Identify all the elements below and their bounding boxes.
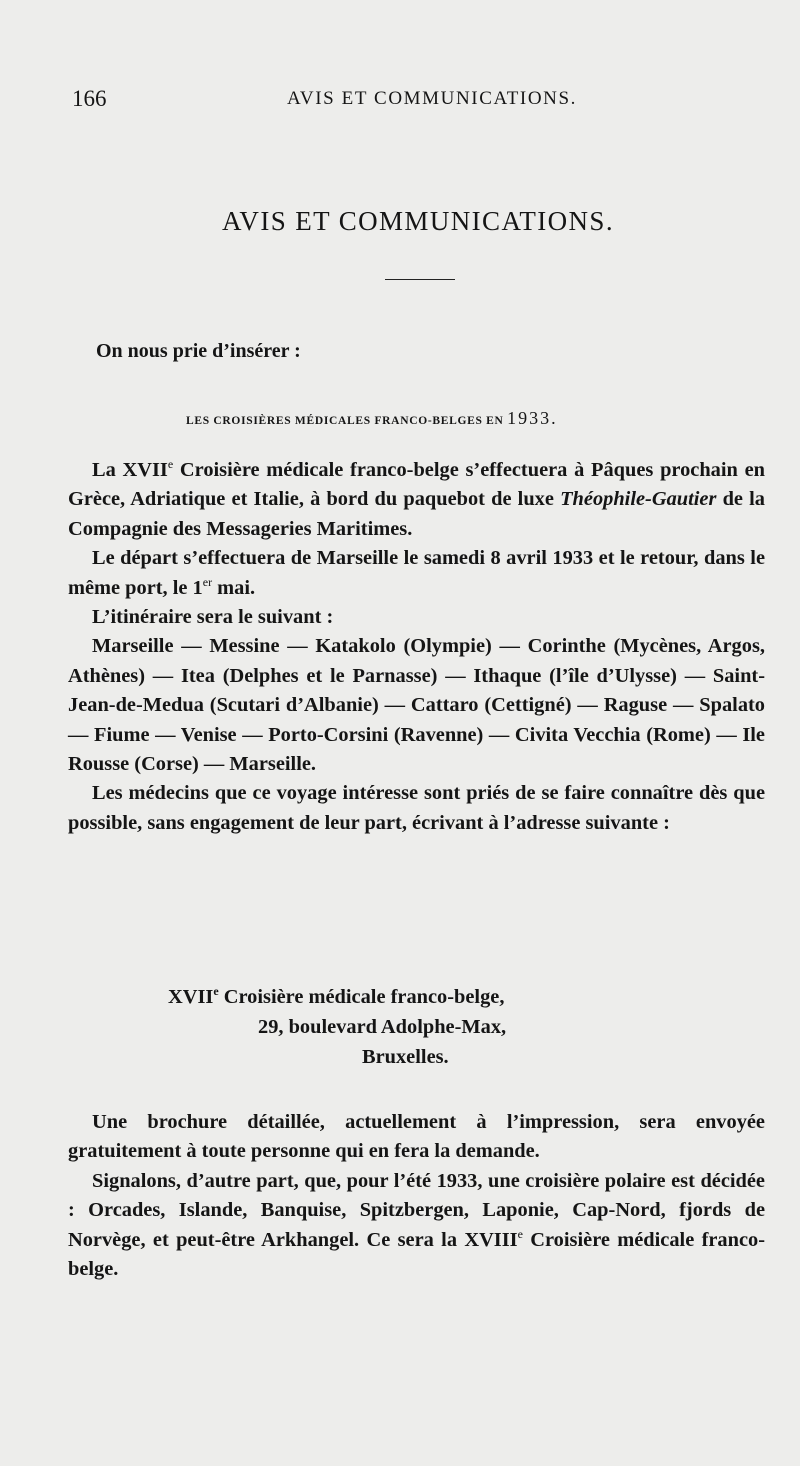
paragraph-1-sup: e bbox=[167, 457, 174, 472]
paragraph-6: Une brochure détaillée, actuellement à l’impression, sera envoyée gratuitement à toute personne qui en fera la demande. bbox=[68, 1111, 765, 1163]
paragraph-2-sup: er bbox=[202, 574, 213, 589]
paragraph-7-part-b: Croisière médicale franco-belge. bbox=[68, 1228, 765, 1281]
address-line-2: 29, boulevard Adolphe-Max, bbox=[258, 1016, 507, 1038]
paragraph-7 bbox=[68, 1167, 765, 1285]
running-title: AVIS ET COMMUNICATIONS. bbox=[287, 88, 577, 109]
body-text-block-1 bbox=[68, 456, 765, 838]
paragraph-1-part-b: Croisière médicale franco-belge s’effectuera à Pâques prochain en Grèce, Adriatique et Italie, à bord du paquebot de luxe bbox=[68, 459, 765, 511]
article-title: AVIS ET COMMUNICATIONS. bbox=[222, 206, 614, 236]
running-header bbox=[72, 86, 772, 116]
ship-name: Théophile-Gautier bbox=[560, 488, 717, 511]
address-line-1-a: XVII bbox=[168, 986, 214, 1008]
address-line-1 bbox=[168, 983, 504, 1012]
notice-title-text: LES CROISIÈRES MÉDICALES FRANCO-BELGES EN bbox=[186, 415, 504, 427]
paragraph-3: L’itinéraire sera le suivant : bbox=[92, 606, 334, 629]
page-number: 166 bbox=[72, 86, 107, 111]
notice-title bbox=[186, 408, 558, 429]
paragraph-5: Les médecins que ce voyage intéresse sont priés de se faire connaître dès que possible, sans engagement de leur part, écrivant à l’adresse suivante : bbox=[68, 782, 765, 834]
paragraph-7-sup: e bbox=[517, 1226, 523, 1241]
paragraph-1 bbox=[68, 456, 765, 544]
paragraph-7-part-a: Signalons, d’autre part, que, pour l’été 1933, une croisière polaire est décidée : Orcades, Islande, Banquise, Spitzbergen, Laponie, Cap-Nord, fjords de Norvège, et peut-être Arkhangel. Ce sera la XVIII bbox=[68, 1169, 765, 1251]
paragraph-1-part-c: de la Compagnie des Messageries Maritimes. bbox=[68, 488, 765, 540]
address-line-1-b: Croisière médicale franco-belge, bbox=[218, 986, 505, 1008]
title-divider bbox=[385, 279, 455, 280]
paragraph-2 bbox=[68, 544, 765, 603]
paragraph-2-part-a: Le départ s’effectuera de Marseille le samedi 8 avril 1933 et le retour, dans le même port, le 1 bbox=[68, 547, 765, 599]
address-line-1-sup: e bbox=[213, 984, 219, 999]
intro-line: On nous prie d’insérer : bbox=[96, 340, 301, 362]
paragraph-1-part-a: La XVII bbox=[92, 459, 168, 481]
paragraph-2-part-b: mai. bbox=[212, 576, 256, 599]
notice-title-year: 1933. bbox=[507, 408, 558, 428]
address-line-3: Bruxelles. bbox=[362, 1046, 449, 1068]
itinerary-paragraph: Marseille — Messine — Katakolo (Olympie) — Corinthe (Mycènes, Argos, Athènes) — Itea (Delphes et le Parnasse) — Ithaque (l’île d’Ulysse) — Saint-Jean-de-Medua (Scutari d’Albanie) — Cattaro (Cettigné) — Raguse — Spalato — Fiume — Venise — Porto-Corsini (Ravenne) — Civita Vecchia (Rome) — Ile Rousse (Corse) — Marseille. bbox=[68, 635, 765, 776]
body-text-block-2 bbox=[68, 1108, 765, 1284]
